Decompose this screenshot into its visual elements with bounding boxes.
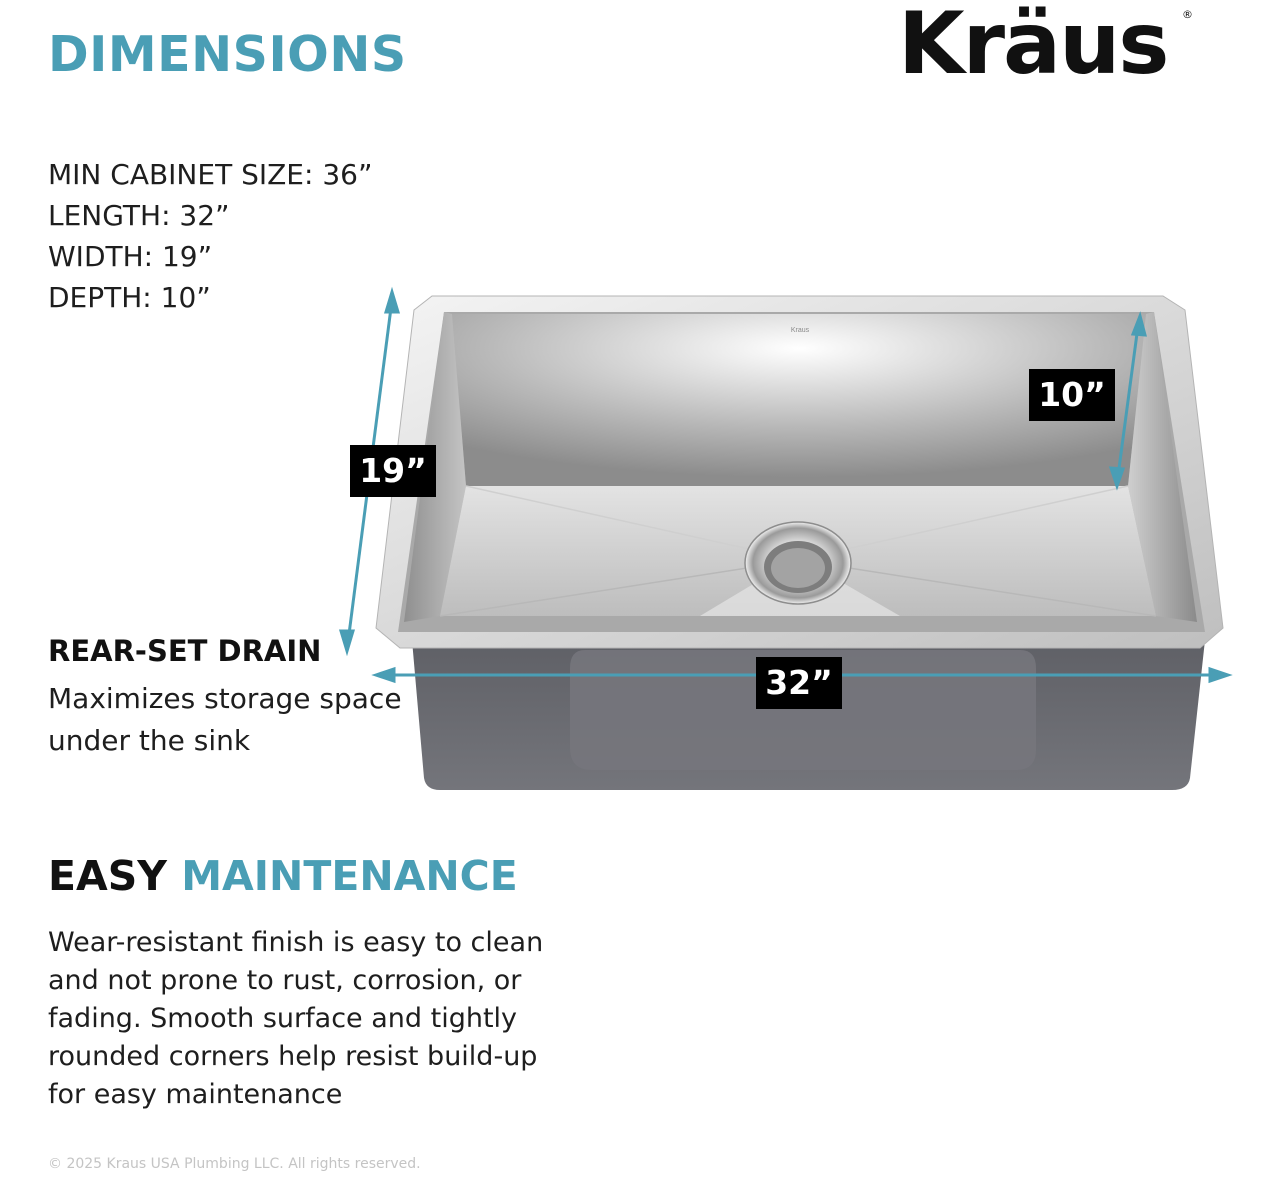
width-callout: 19” [350,445,436,497]
drain-description: Maximizes storage space under the sink [48,682,402,757]
maintenance-heading-plain: EASY [48,852,167,900]
drain-heading: REAR-SET DRAIN [48,634,322,668]
spec-depth: DEPTH: 10” [48,281,211,314]
depth-callout: 10” [1029,369,1115,421]
page-title: DIMENSIONS [48,26,407,83]
spec-min-cabinet: MIN CABINET SIZE: 36” [48,158,373,191]
sink-logo: Kraus [790,327,810,334]
maintenance-heading-accent: MAINTENANCE [181,852,518,900]
copyright-text: © 2025 Kraus USA Plumbing LLC. All rights reserved. [48,1156,421,1172]
length-callout: 32” [756,657,842,709]
brand-logo: Kräus [898,0,1168,94]
spec-width: WIDTH: 19” [48,240,213,273]
registered-mark: ® [1182,8,1193,21]
maintenance-description: Wear-resistant finish is easy to clean and not prone to rust, corrosion, or fading. Smooth surface and tightly rounded corners help resist build-up for easy maintenance [48,927,544,1110]
spec-length: LENGTH: 32” [48,199,230,232]
drain-strainer [745,522,851,604]
maintenance-heading [48,852,518,900]
